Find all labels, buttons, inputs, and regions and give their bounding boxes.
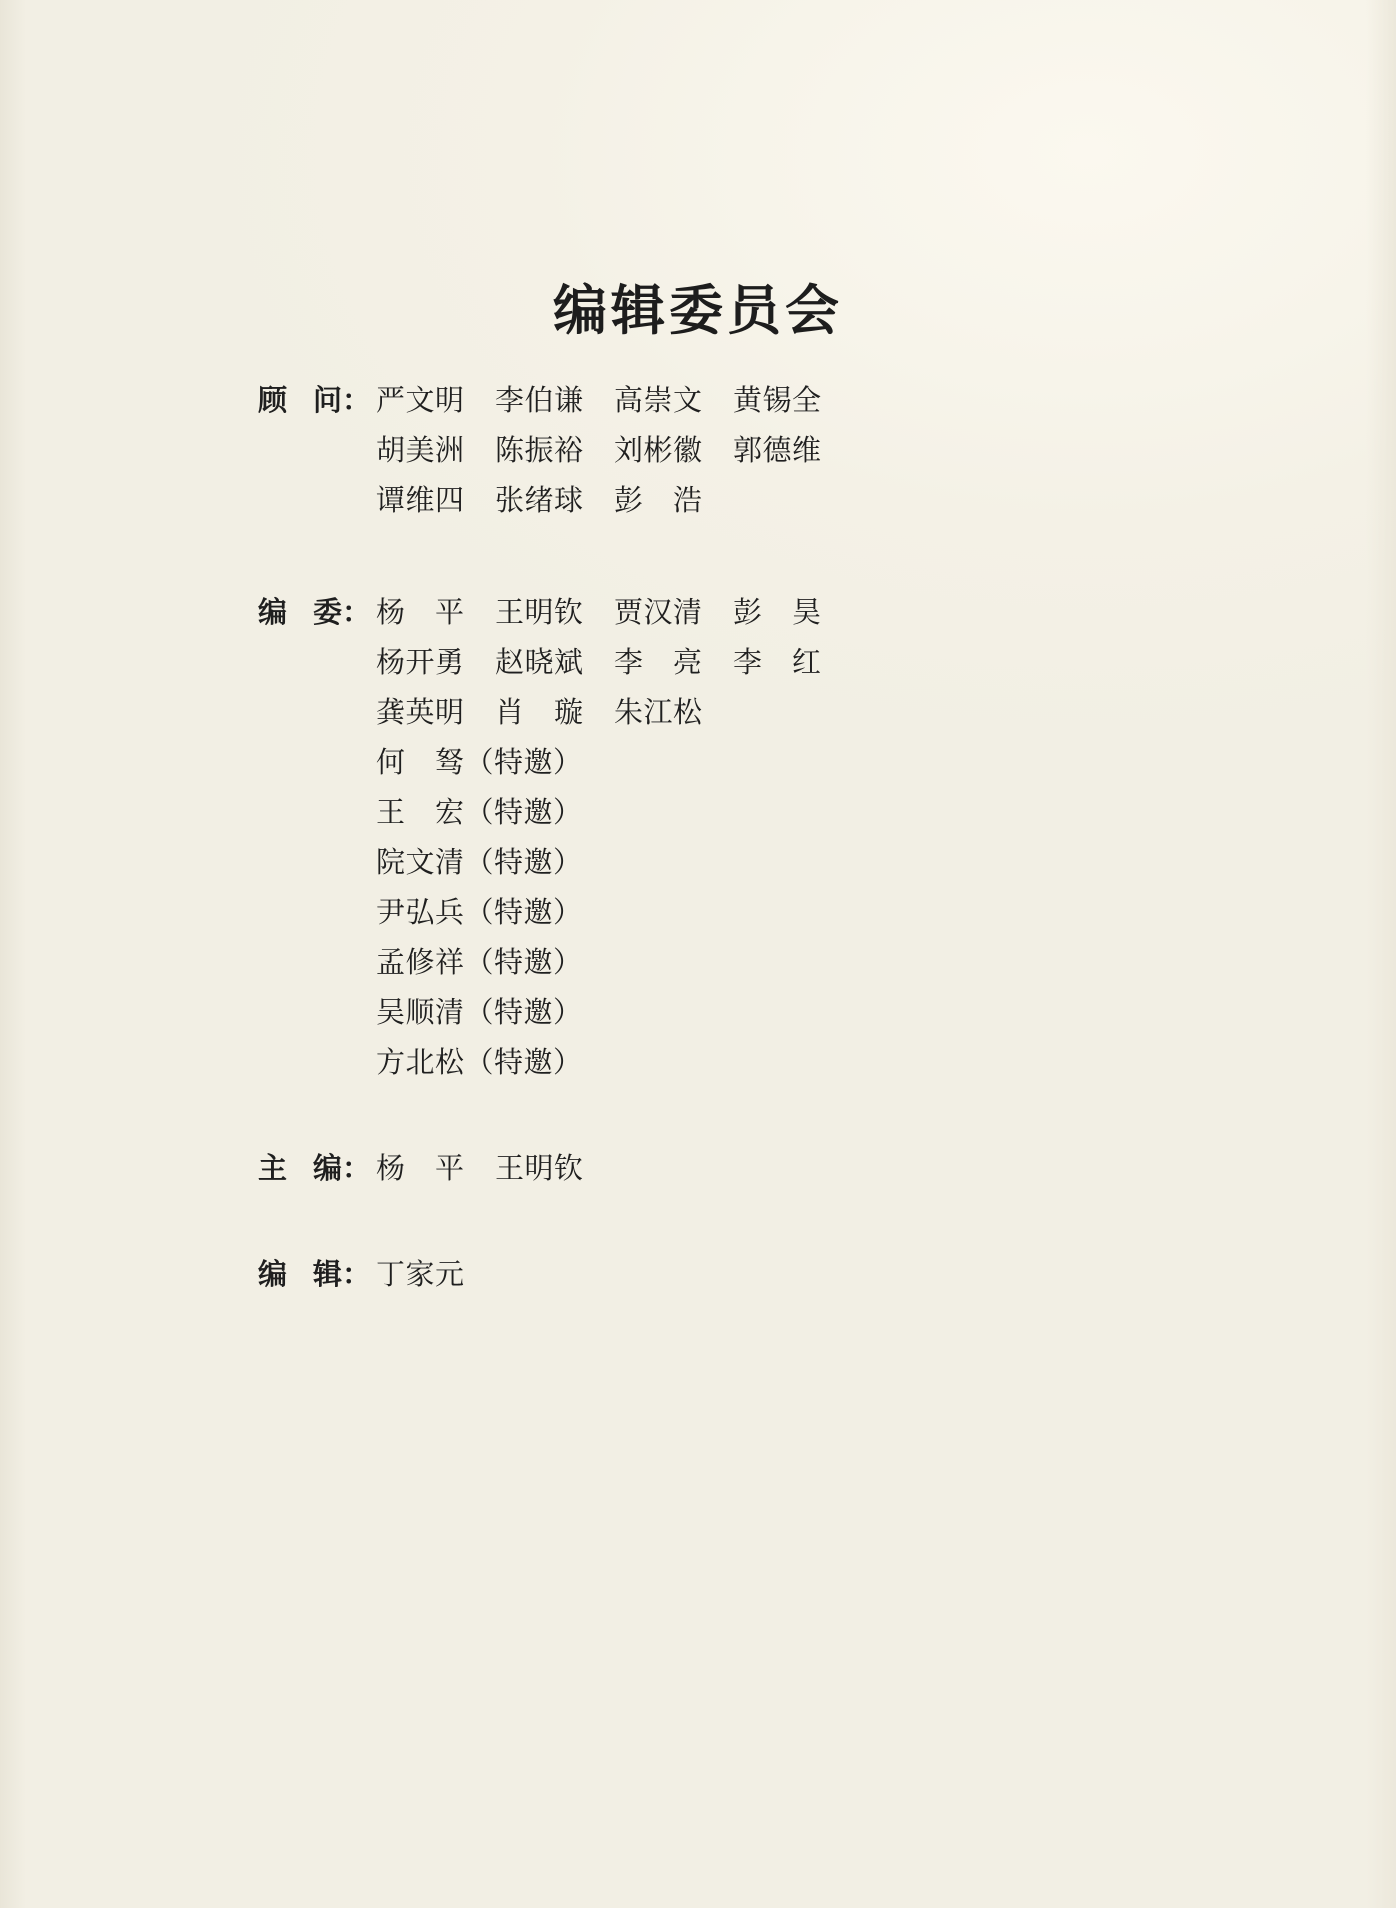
section-label-chief-editors [258,1146,376,1187]
list-row [258,940,1158,990]
list-row [258,1040,1158,1090]
person-name: 贾汉清 [614,597,703,629]
section-label-advisors [258,378,376,419]
label-colon: ： [342,1259,372,1291]
person-name: 李 亮 [614,647,703,679]
section-editor [258,1252,1158,1302]
section-gap [258,528,1158,590]
list-row [258,1252,1158,1302]
name-group [376,378,852,419]
label-char: 主 [258,1153,288,1185]
person-name: 杨 平 [376,1153,465,1185]
list-row [258,428,1158,478]
name-group [376,790,583,831]
name-group [376,990,583,1031]
person-name: 胡美洲 [376,435,465,467]
person-name: 陈振裕 [495,435,584,467]
masthead-list [258,378,1158,1302]
person-name: 赵晓斌 [495,647,584,679]
name-group [376,940,583,981]
section-chief-editors [258,1146,1158,1196]
person-name: 彭 昊 [733,597,822,629]
name-group [376,478,733,519]
name-group [376,1252,465,1293]
person-name: 黄锡全 [733,385,822,417]
person-name: 李伯谦 [495,385,584,417]
label-colon: ： [342,597,372,629]
list-row [258,640,1158,690]
name-group [376,1040,583,1081]
label-char: 问 [313,385,343,417]
person-name: 朱江松 [614,697,703,729]
person-name: 王明钦 [495,597,584,629]
list-row [258,478,1158,528]
list-row [258,740,1158,790]
list-row [258,690,1158,740]
list-row [258,590,1158,640]
section-advisors [258,378,1158,528]
label-colon: ： [342,385,372,417]
section-label-editorial-board [258,590,376,631]
section-editorial-board [258,590,1158,1090]
label-char: 辑 [313,1259,343,1291]
list-row [258,840,1158,890]
person-name: 丁家元 [376,1259,465,1291]
person-name: 杨开勇 [376,647,465,679]
label-char: 顾 [258,385,288,417]
label-colon: ： [342,1153,372,1185]
person-name: 谭维四 [376,485,465,517]
list-row [258,378,1158,428]
person-name: 何 驽（特邀） [376,747,583,779]
person-name: 王 宏（特邀） [376,797,583,829]
label-char: 编 [258,597,288,629]
person-name: 院文清（特邀） [376,847,583,879]
person-name: 王明钦 [495,1153,584,1185]
person-name: 张绪球 [495,485,584,517]
person-name: 吴顺清（特邀） [376,997,583,1029]
name-group [376,690,733,731]
section-gap [258,1196,1158,1252]
label-char: 编 [258,1259,288,1291]
name-group [376,740,583,781]
name-group [376,1146,614,1187]
list-row [258,990,1158,1040]
page-title: 编辑委员会 [553,278,843,342]
name-group [376,840,583,881]
name-group [376,590,852,631]
list-row [258,790,1158,840]
person-name: 刘彬徽 [614,435,703,467]
person-name: 尹弘兵（特邀） [376,897,583,929]
person-name: 高崇文 [614,385,703,417]
name-group [376,640,852,681]
person-name: 严文明 [376,385,465,417]
person-name: 孟修祥（特邀） [376,947,583,979]
person-name: 杨 平 [376,597,465,629]
person-name: 李 红 [733,647,822,679]
label-char: 委 [313,597,343,629]
name-group [376,890,583,931]
person-name: 方北松（特邀） [376,1047,583,1079]
list-row [258,1146,1158,1196]
name-group [376,428,852,469]
section-gap [258,1090,1158,1146]
person-name: 肖 璇 [495,697,584,729]
person-name: 彭 浩 [614,485,703,517]
list-row [258,890,1158,940]
label-char: 编 [313,1153,343,1185]
person-name: 龚英明 [376,697,465,729]
person-name: 郭德维 [733,435,822,467]
section-label-editor [258,1252,376,1293]
